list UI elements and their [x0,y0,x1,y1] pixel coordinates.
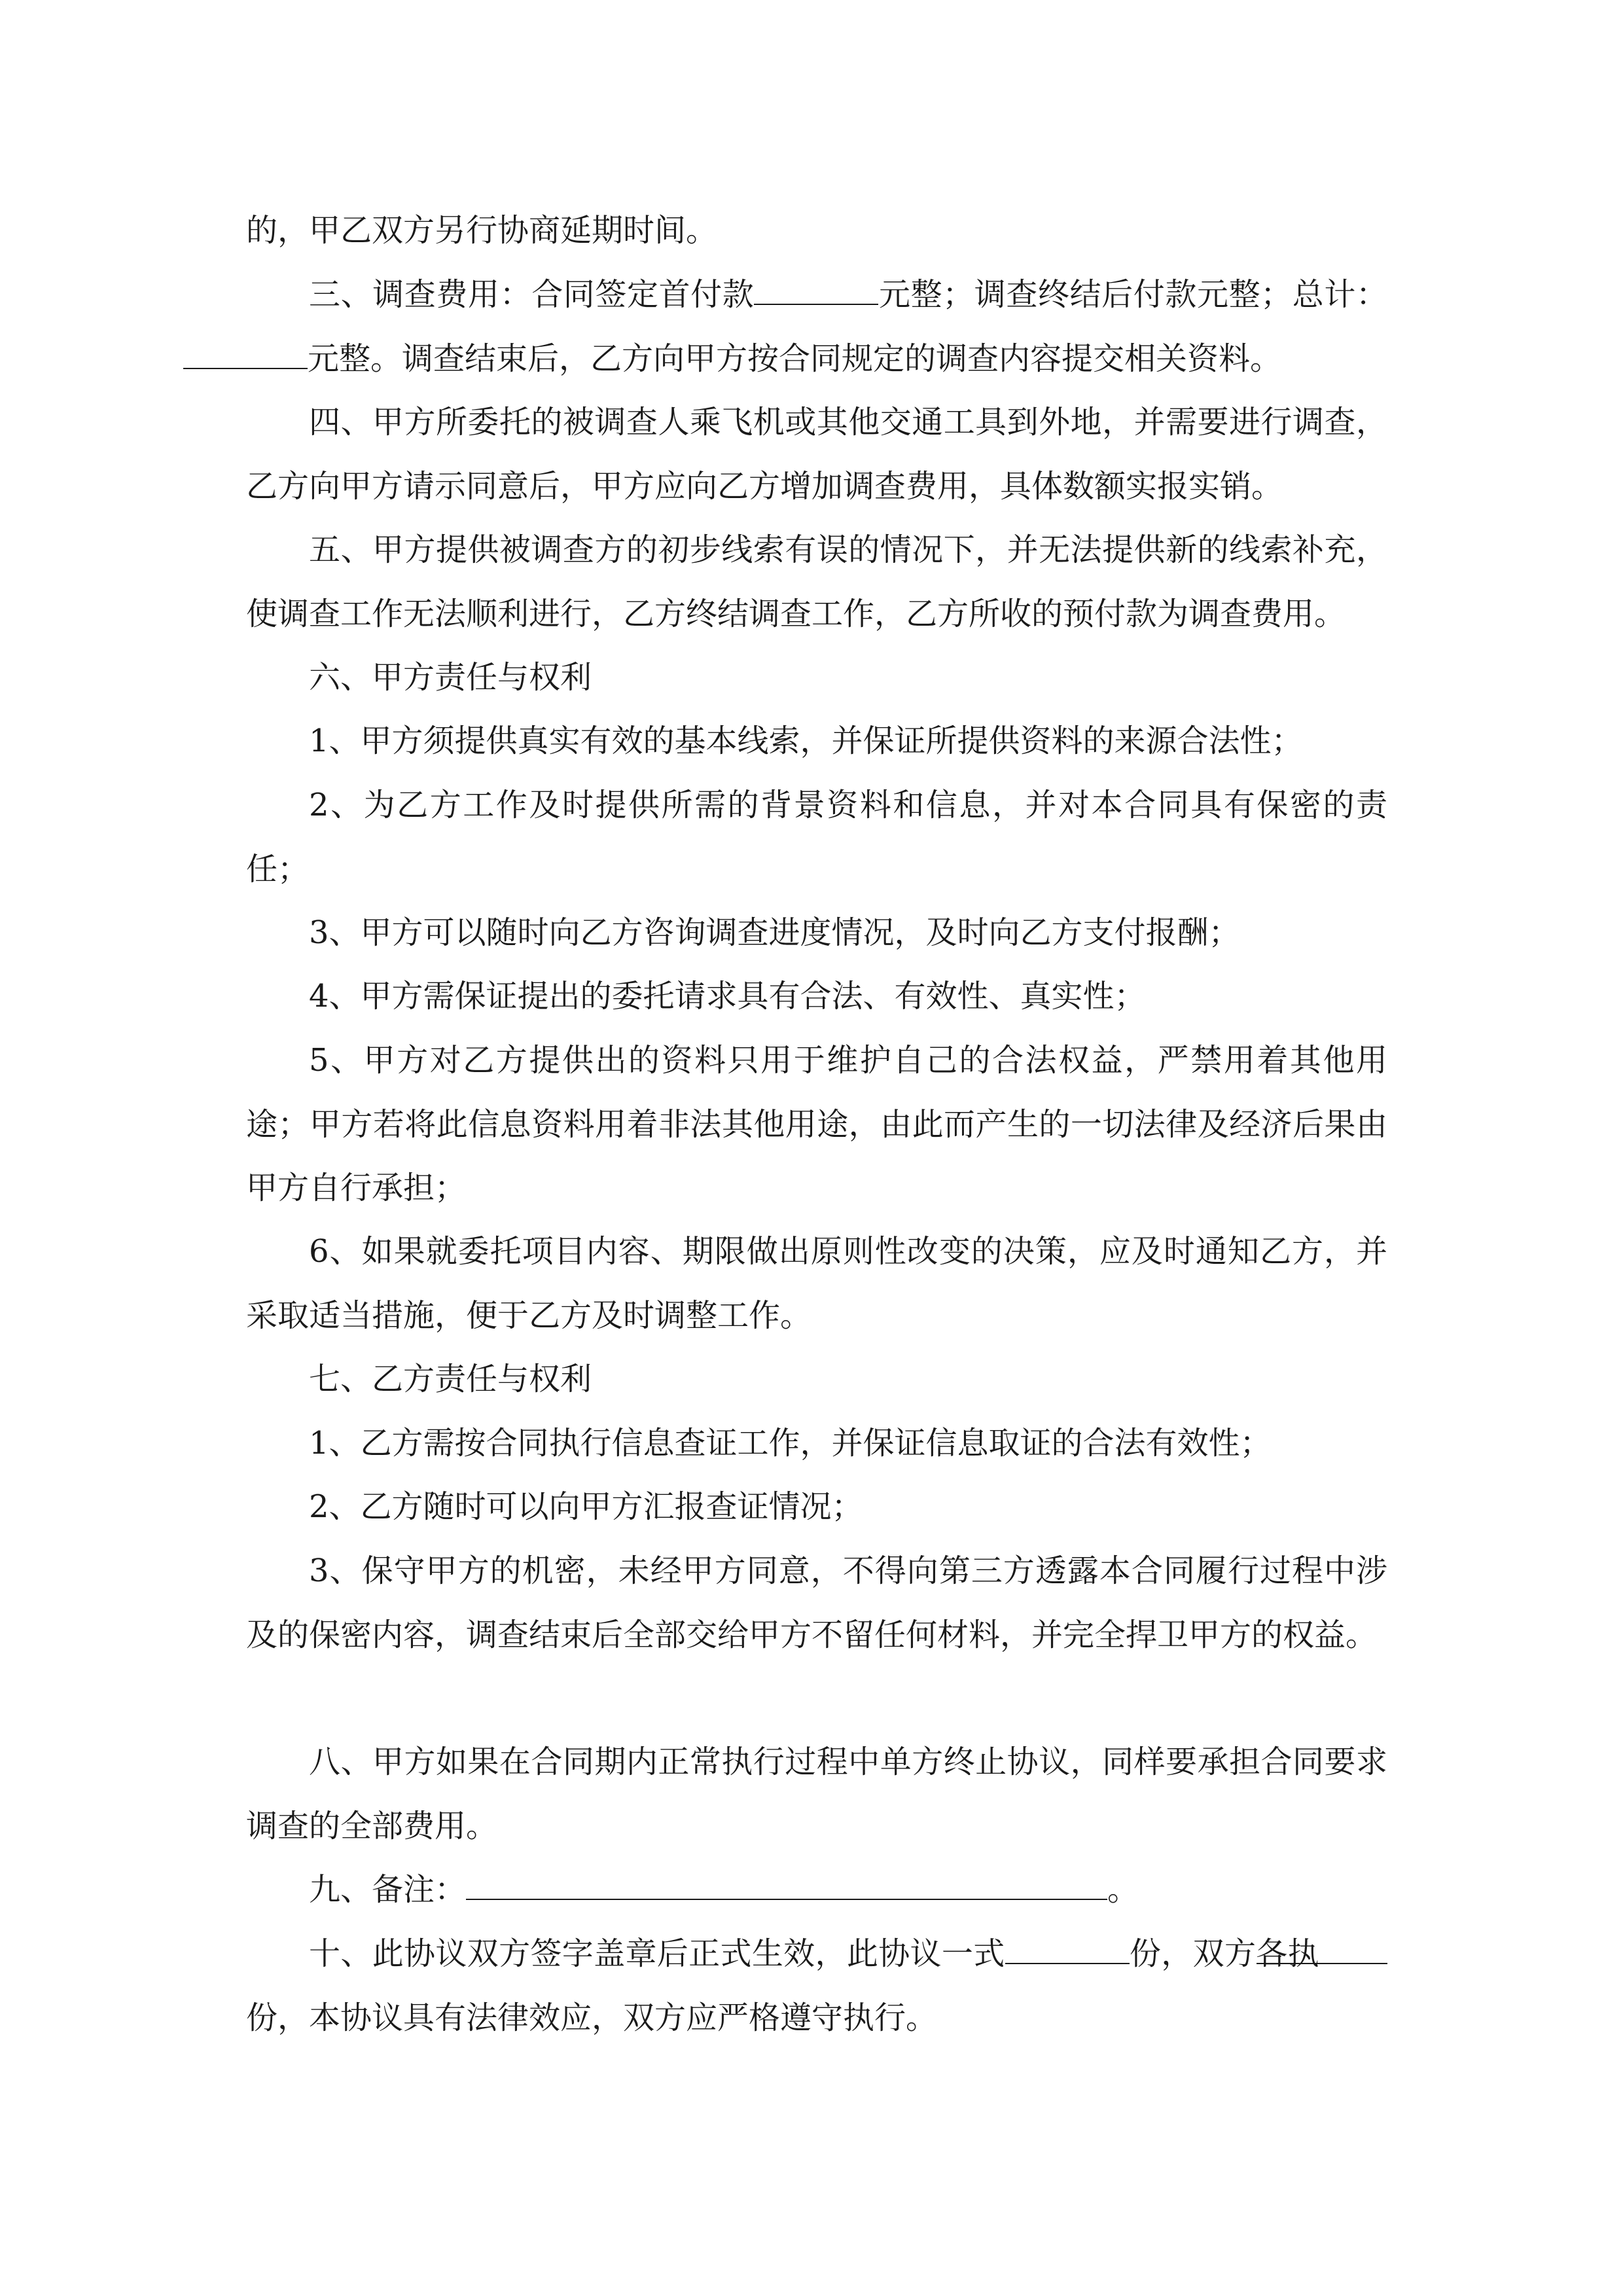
text: 元整；调查终结后付款元整；总计： [878,276,1387,313]
text: 五、甲方提供被调查方的初步线索有误的情况下，并无法提供新的线索补充，使调查工作无法顺利进行，乙方终结调查工作，乙方所收的预付款为调查费用。 [246,531,1387,632]
blank-copies-each[interactable] [1257,1933,1387,1964]
text: 的，甲乙双方另行协商延期时间。 [246,212,718,249]
text: 四、甲方所委托的被调查人乘飞机或其他交通工具到外地，并需要进行调查，乙方向甲方请示同意后，甲方应向乙方增加调查费用，具体数额实报实销。 [246,404,1387,505]
heading-party-a-duties [246,646,1387,710]
paragraph-clause-4 [246,391,1387,518]
text: 1、乙方需按合同执行信息查证工作，并保证信息取证的合法有效性； [309,1425,1272,1462]
text: 3、甲方可以随时向乙方咨询调查进度情况，及时向乙方支付报酬； [309,914,1240,951]
text: 八、甲方如果在合同期内正常执行过程中单方终止协议，同样要承担合同要求调查的全部费用。 [246,1744,1387,1844]
paragraph-b-3 [246,1539,1387,1667]
paragraph-a-4 [246,965,1387,1029]
blank-total[interactable] [183,338,308,369]
paragraph-continuation [246,199,1387,263]
text: 2、为乙方工作及时提供所需的背景资料和信息，并对本合同具有保密的责任； [246,787,1387,888]
text: 份，双方各执 [1129,1935,1319,1972]
text: 十、此协议双方签字盖章后正式生效，此协议一式 [309,1935,1005,1972]
paragraph-a-3 [246,901,1387,965]
text: 元整。调查结束后，乙方向甲方按合同规定的调查内容提交相关资料。 [308,340,1282,377]
blank-copies-total[interactable] [1005,1933,1130,1964]
text: 七、乙方责任与权利 [309,1361,592,1397]
paragraph-clause-10 [246,1922,1387,2050]
paragraph-clause-8 [246,1731,1387,1858]
text: 份，本协议具有法律效应，双方应严格遵守执行。 [246,1999,938,2036]
paragraph-a-5 [246,1029,1387,1221]
paragraph-a-6 [246,1220,1387,1348]
text: 六、甲方责任与权利 [309,659,592,696]
text: 九、备注： [309,1871,467,1908]
blank-remarks[interactable] [466,1869,1107,1900]
text: 1、甲方须提供真实有效的基本线索，并保证所提供资料的来源合法性； [309,723,1303,759]
text: 2、乙方随时可以向甲方汇报查证情况； [309,1488,863,1525]
paragraph-b-2 [246,1475,1387,1539]
paragraph-clause-5 [246,518,1387,646]
text: 3、保守甲方的机密，未经甲方同意，不得向第三方透露本合同履行过程中涉及的保密内容，调查结束后全部交给甲方不留任何材料，并完全捍卫甲方的权益。 [246,1552,1387,1653]
heading-party-b-duties [246,1348,1387,1412]
blank-initial-payment[interactable] [754,274,878,305]
paragraph-b-1 [246,1412,1387,1476]
paragraph-a-2 [246,774,1387,901]
paragraph-remarks [246,1858,1387,1922]
paragraph-a-1 [246,709,1387,774]
text: 6、如果就委托项目内容、期限做出原则性改变的决策，应及时通知乙方，并采取适当措施，便于乙方及时调整工作。 [246,1233,1387,1334]
paragraph-fee [246,263,1387,391]
text: 三、调查费用：合同签定首付款 [309,276,755,313]
text: 5、甲方对乙方提供出的资料只用于维护自己的合法权益，严禁用着其他用途；甲方若将此信息资料用着非法其他用途，由此而产生的一切法律及经济后果由甲方自行承担； [246,1042,1387,1206]
text: 4、甲方需保证提出的委托请求具有合法、有效性、真实性； [309,978,1146,1014]
text: 。 [1107,1871,1139,1908]
